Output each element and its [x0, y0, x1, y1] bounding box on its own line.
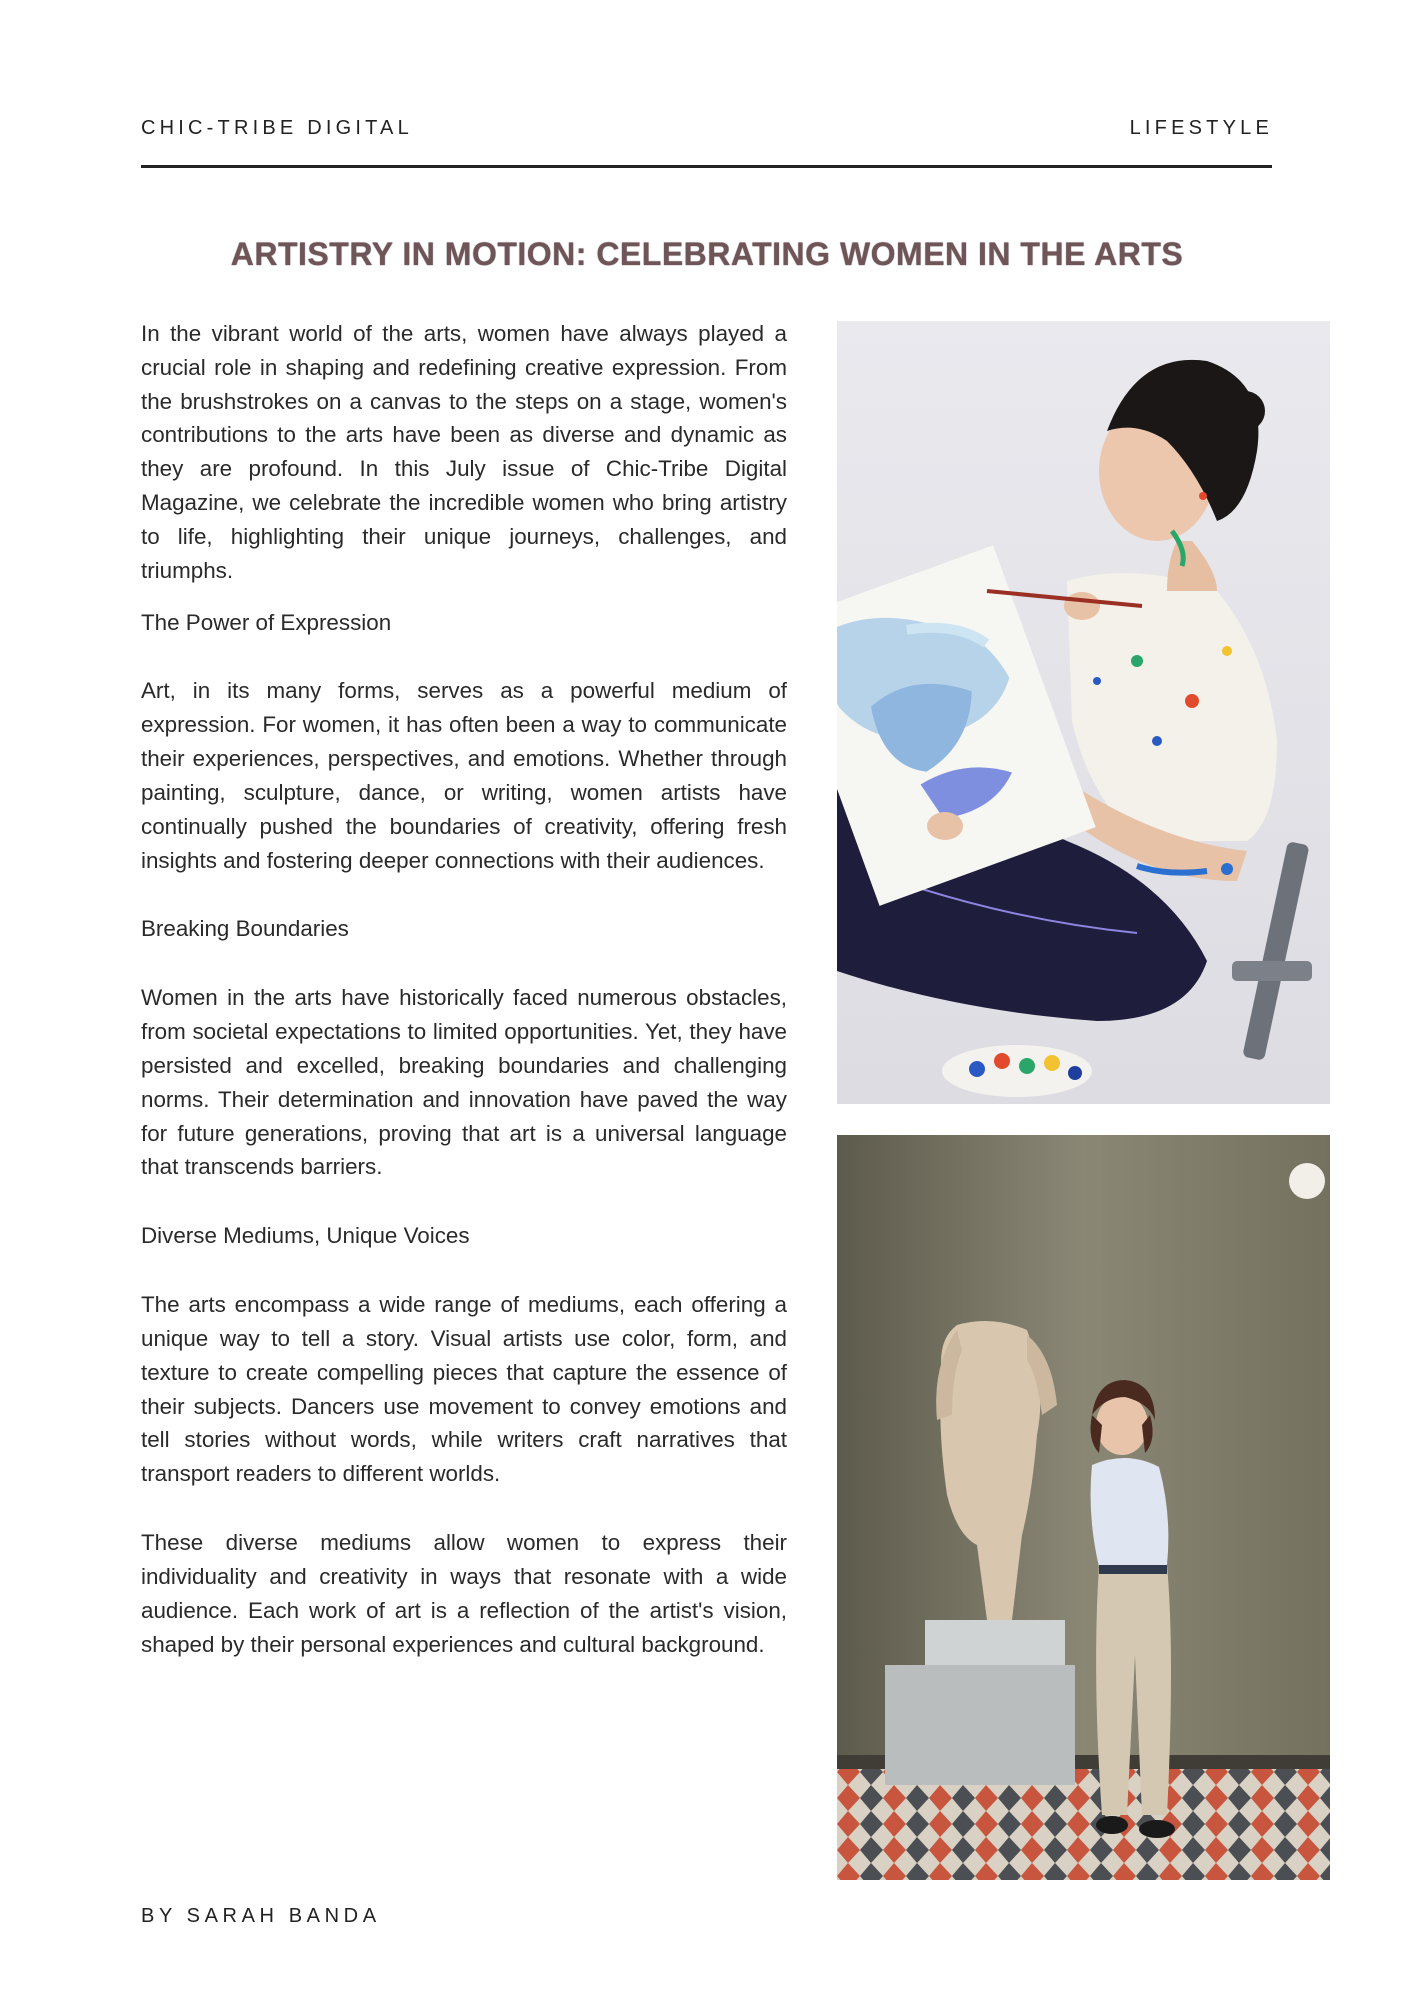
section-body-expression: Art, in its many forms, serves as a powerful medium of expression. For women, it has often been a way to communicate their experiences, perspectives, and emotions. Whether through painting, sculpture, dance, or writing, women artists have continually pushed the boundaries of creativity, offering fresh insights and fostering deeper connections with their audiences. [141, 678, 787, 873]
article-body [141, 317, 787, 1661]
section-label: LIFESTYLE [1129, 117, 1273, 139]
intro-paragraph: In the vibrant world of the arts, women have always played a crucial role in shaping and redefining creative expression. From the brushstrokes on a canvas to the steps on a stage, women's contributions to the arts have been as diverse and dynamic as they are profound. In this July issue of Chic-Tribe Digital Magazine, we celebrate the incredible women who bring artistry to life, highlighting their unique journeys, challenges, and triumphs. [141, 321, 787, 583]
author-byline: BY SARAH BANDA [141, 1905, 381, 1927]
section-heading-expression: The Power of Expression [141, 609, 392, 635]
section-heading-mediums: Diverse Mediums, Unique Voices [141, 1223, 470, 1249]
section-body-mediums: The arts encompass a wide range of mediums, each offering a unique way to tell a story. Visual artists use color, form, and texture to create compelling pieces that capture the essence of their subjects. Dancers use movement to convey emotions and tell stories without words, while writers craft narratives that transport readers to different worlds. [141, 1292, 787, 1487]
header-divider [141, 165, 1272, 168]
woman-beside-statue-photo [837, 1135, 1330, 1880]
brand-name: CHIC-TRIBE DIGITAL [141, 117, 413, 139]
section-body-boundaries: Women in the arts have historically faced numerous obstacles, from societal expectations to limited opportunities. Yet, they have persisted and excelled, breaking boundaries and challenging norms. Their determination and innovation have paved the way for future generations, proving that art is a universal language that transcends barriers. [141, 985, 787, 1180]
section-body-mediums-2: These diverse mediums allow women to express their individuality and creativity in ways that resonate with a wide audience. Each work of art is a reflection of the artist's vision, shaped by their personal experiences and cultural background. [141, 1530, 787, 1657]
section-heading-boundaries: Breaking Boundaries [141, 916, 349, 942]
woman-painting-canvas-photo [837, 321, 1330, 1104]
article-title: ARTISTRY IN MOTION: CELEBRATING WOMEN IN THE ARTS [230, 236, 1184, 272]
